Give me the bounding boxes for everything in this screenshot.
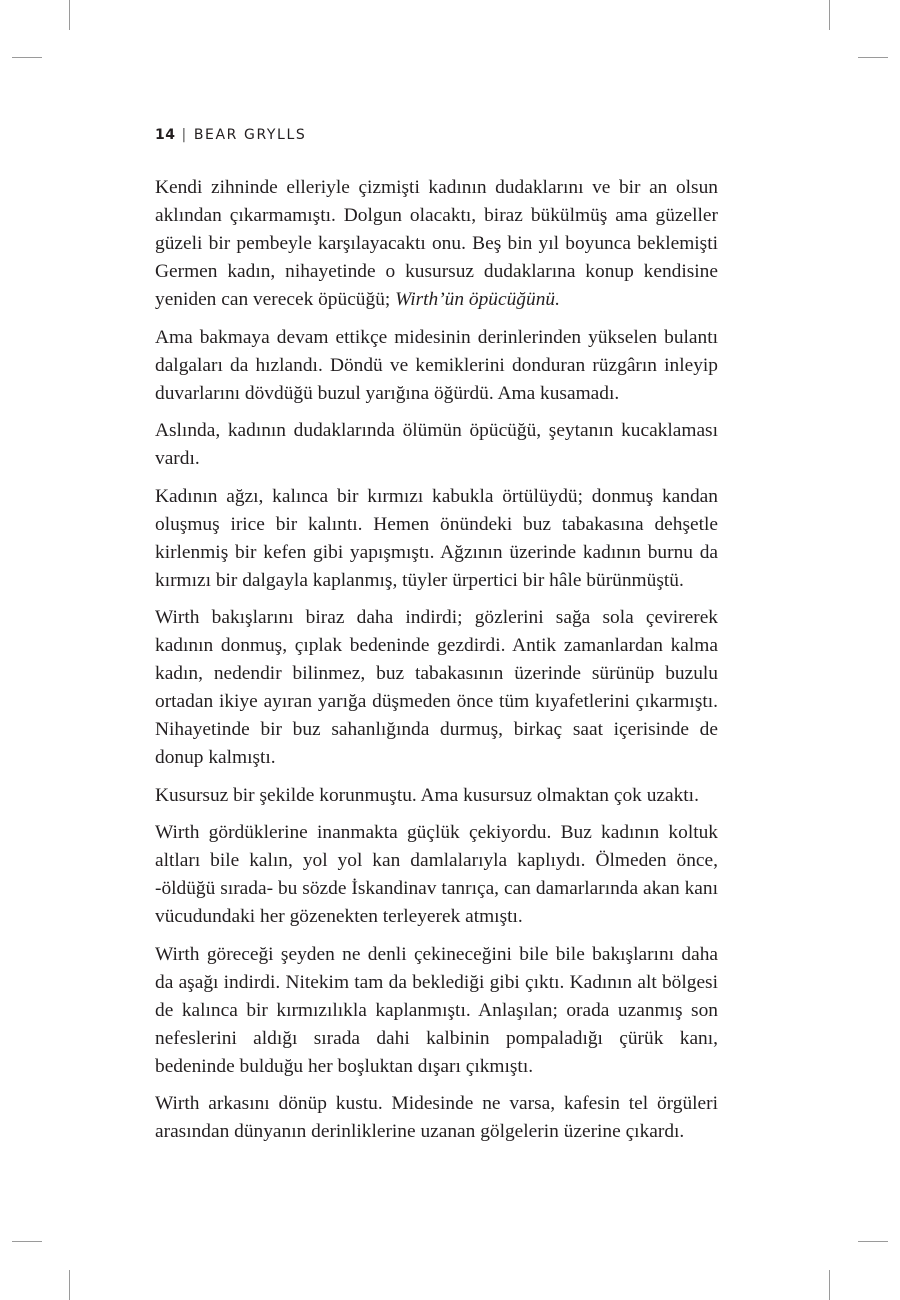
paragraph-1 bbox=[155, 174, 718, 314]
header-separator: | bbox=[181, 127, 188, 143]
crop-mark-right-bottom bbox=[858, 1241, 888, 1242]
italic-phrase: Wirth’ün öpücüğünü. bbox=[395, 289, 560, 310]
paragraph-9: Wirth arkasını dönüp kustu. Midesinde ne varsa, kafesin tel örgüleri arasından dünyanın derinliklerine uzanan gölgelerin üzerine çıkardı. bbox=[155, 1093, 718, 1142]
paragraph-4: Kadının ağzı, kalınca bir kırmızı kabukla örtülüydü; donmuş kandan oluşmuş irice bir kalıntı. Hemen önündeki buz tabakasına dehşetle kirlenmiş bir kefen gibi yapışmıştı. Ağzının üzerinde kadının burnu da kırmızı bir dalgayla kaplanmış, tüyler ürpertici bir hâle bürünmüştü. bbox=[155, 485, 718, 591]
author-name: BEAR GRYLLS bbox=[193, 127, 307, 143]
paragraph-7: Wirth gördüklerine inanmakta güçlük çekiyordu. Buz kadının koltuk altları bile kalın, yol yol kan damlalarıyla kaplıydı. Ölmeden önce, -öldüğü sırada- bu sözde İskandinav tanrıça, can damarlarında akan kanı vücudundaki her gözenekten terleyerek atmıştı. bbox=[155, 822, 718, 927]
crop-mark-left-top bbox=[12, 57, 42, 58]
crop-mark-top-right bbox=[829, 0, 830, 30]
paragraph-8: Wirth göreceği şeyden ne denli çekineceğini bile bile bakışlarını daha da aşağı indirdi. Nitekim tam da beklediği gibi çıktı. Kadının alt bölgesi de kalınca bir kırmızılıkla kaplanmıştı. Anlaşılan; orada uzanmış son nefeslerini aldığı sırada dahi kalbinin pompaladığı çürük kanı, bedeninde bulduğu her boşluktan dışarı çıkmıştı. bbox=[155, 943, 718, 1077]
page-number: 14 bbox=[155, 127, 176, 143]
body-text bbox=[155, 174, 718, 1156]
running-head bbox=[155, 127, 306, 143]
crop-mark-left-bottom bbox=[12, 1241, 42, 1242]
paragraph-2: Ama bakmaya devam ettikçe midesinin derinlerinden yükselen bulantı dalgaları da hızlandı. Döndü ve kemiklerini donduran rüzgârın inleyip duvarlarını dövdüğü buzul yarığına öğürdü. Ama kusamadı. bbox=[155, 326, 718, 404]
crop-mark-bottom-right bbox=[829, 1270, 830, 1300]
paragraph-5: Wirth bakışlarını biraz daha indirdi; gözlerini sağa sola çevirerek kadının donmuş, çıplak bedeninde gezdirdi. Antik zamanlardan kalma kadın, nedendir bilinmez, buz tabakasının üzerinde sürünüp buzulu ortadan ikiye ayıran yarığa düşmeden önce tüm kıyafetlerini çıkarmıştı. Nihayetinde bir buz sahanlığında durmuş, birkaç saat içerisinde de donup kalmıştı. bbox=[155, 607, 718, 768]
crop-mark-right-top bbox=[858, 57, 888, 58]
paragraph-6: Kusursuz bir şekilde korunmuştu. Ama kusursuz olmaktan çok uzaktı. bbox=[155, 784, 699, 806]
crop-mark-bottom-left bbox=[69, 1270, 70, 1300]
paragraph-3: Aslında, kadının dudaklarında ölümün öpücüğü, şeytanın kucaklaması vardı. bbox=[155, 420, 718, 469]
paragraph-text: Kendi zihninde elleriyle çizmişti kadının dudaklarını ve bir an olsun aklından çıkarmamıştı. Dolgun olacaktı, biraz bükülmüş ama güzeller güzeli bir pembeyle karşılayacaktı onu. Beş bin yıl boyunca beklemişti Germen kadın, nihayetinde o kusursuz dudaklarına konup kendisine yeniden can verecek öpücüğü; bbox=[155, 177, 718, 310]
crop-mark-top-left bbox=[69, 0, 70, 30]
